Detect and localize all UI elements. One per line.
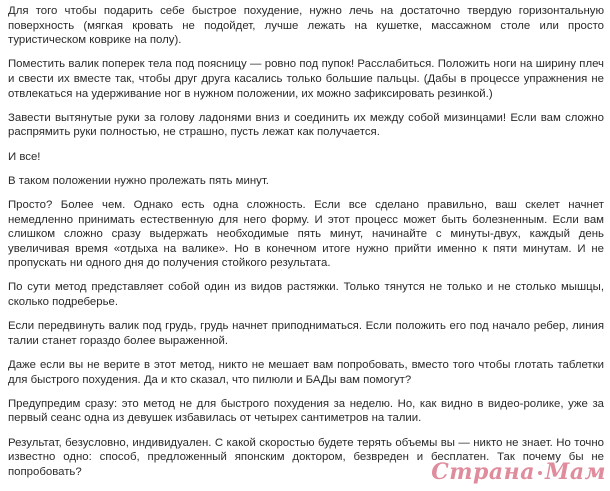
watermark-word-1: Страна (431, 459, 535, 485)
article-paragraph-6: Просто? Более чем. Однако есть одна сложность. Если все сделано правильно, ваш скелет начнет немедленно принимать естественную для него форму. И этот процесс может быть болезненным. Если вам слишком сложно сразу выдержать необходимые пять минут, начинайте с минуты-двух, каждый день увеличивая время «отдыха на валике». Но в конечном итоге нужно прийти именно к пяти минутам. И не пропускать ни одного дня до получения стойкого результата. (8, 198, 604, 270)
article-paragraph-3: Завести вытянутые руки за голову ладонями вниз и соединить их между собой мизинцами! Если вам сложно распрямить руки полностью, не страшно, пусть лежат как получается. (8, 111, 604, 139)
article-paragraph-11: Результат, безусловно, индивидуален. С какой скоростью будете терять объемы вы — никто не знает. Но точно известно одно: способ, предложенный японским доктором, безвреден и бесплатен. Так почему бы не попробовать? (8, 436, 604, 478)
article-paragraph-5: В таком положении нужно пролежать пять минут. (8, 174, 269, 187)
article-paragraph-8: Если передвинуть валик под грудь, грудь начнет приподниматься. Если положить его под начало ребер, линия талии станет гораздо более выраженной. (8, 320, 604, 347)
article-paragraph-7: По сути метод представляет собой один из видов растяжки. Только тянутся не только и не столько мышцы, сколько подреберье. (8, 281, 604, 309)
article-paragraph-4: И все! (8, 150, 41, 163)
article-paragraph-10: Предупредим сразу: это метод не для быстрого похудения за неделю. Но, как видно в видео-ролике, уже за первый сеанс одна из девушек избавилась от четырех сантиметров на талии. (8, 397, 604, 425)
article-paragraph-2: Поместить валик поперек тела под поясницу — ровно под пупок! Расслабиться. Положить ноги на ширину плеч и свести их вместе так, чтобы друг друга касались только большие пальцы. (Дабы в процессе упражнения не отвлекаться на удерживание ног в нужном положении, их можно зафиксировать резинкой.) (8, 58, 604, 100)
article-body (8, 4, 604, 489)
article-paragraph-1: Для того чтобы подарить себе быстрое похудение, нужно лечь на достаточно твердую горизонтальную поверхность (мягкая кровать не подойдет, лучше лежать на кушетке, массажном столе или просто туристическом коврике на полу). (8, 5, 604, 47)
watermark-word-2: Мам (544, 459, 606, 485)
article-paragraph-9: Даже если вы не верите в этот метод, никто не мешает вам попробовать, вместо того чтобы глотать таблетки для быстрого похудения. Да и кто сказал, что пилюли и БАДы вам помогут? (8, 359, 604, 386)
